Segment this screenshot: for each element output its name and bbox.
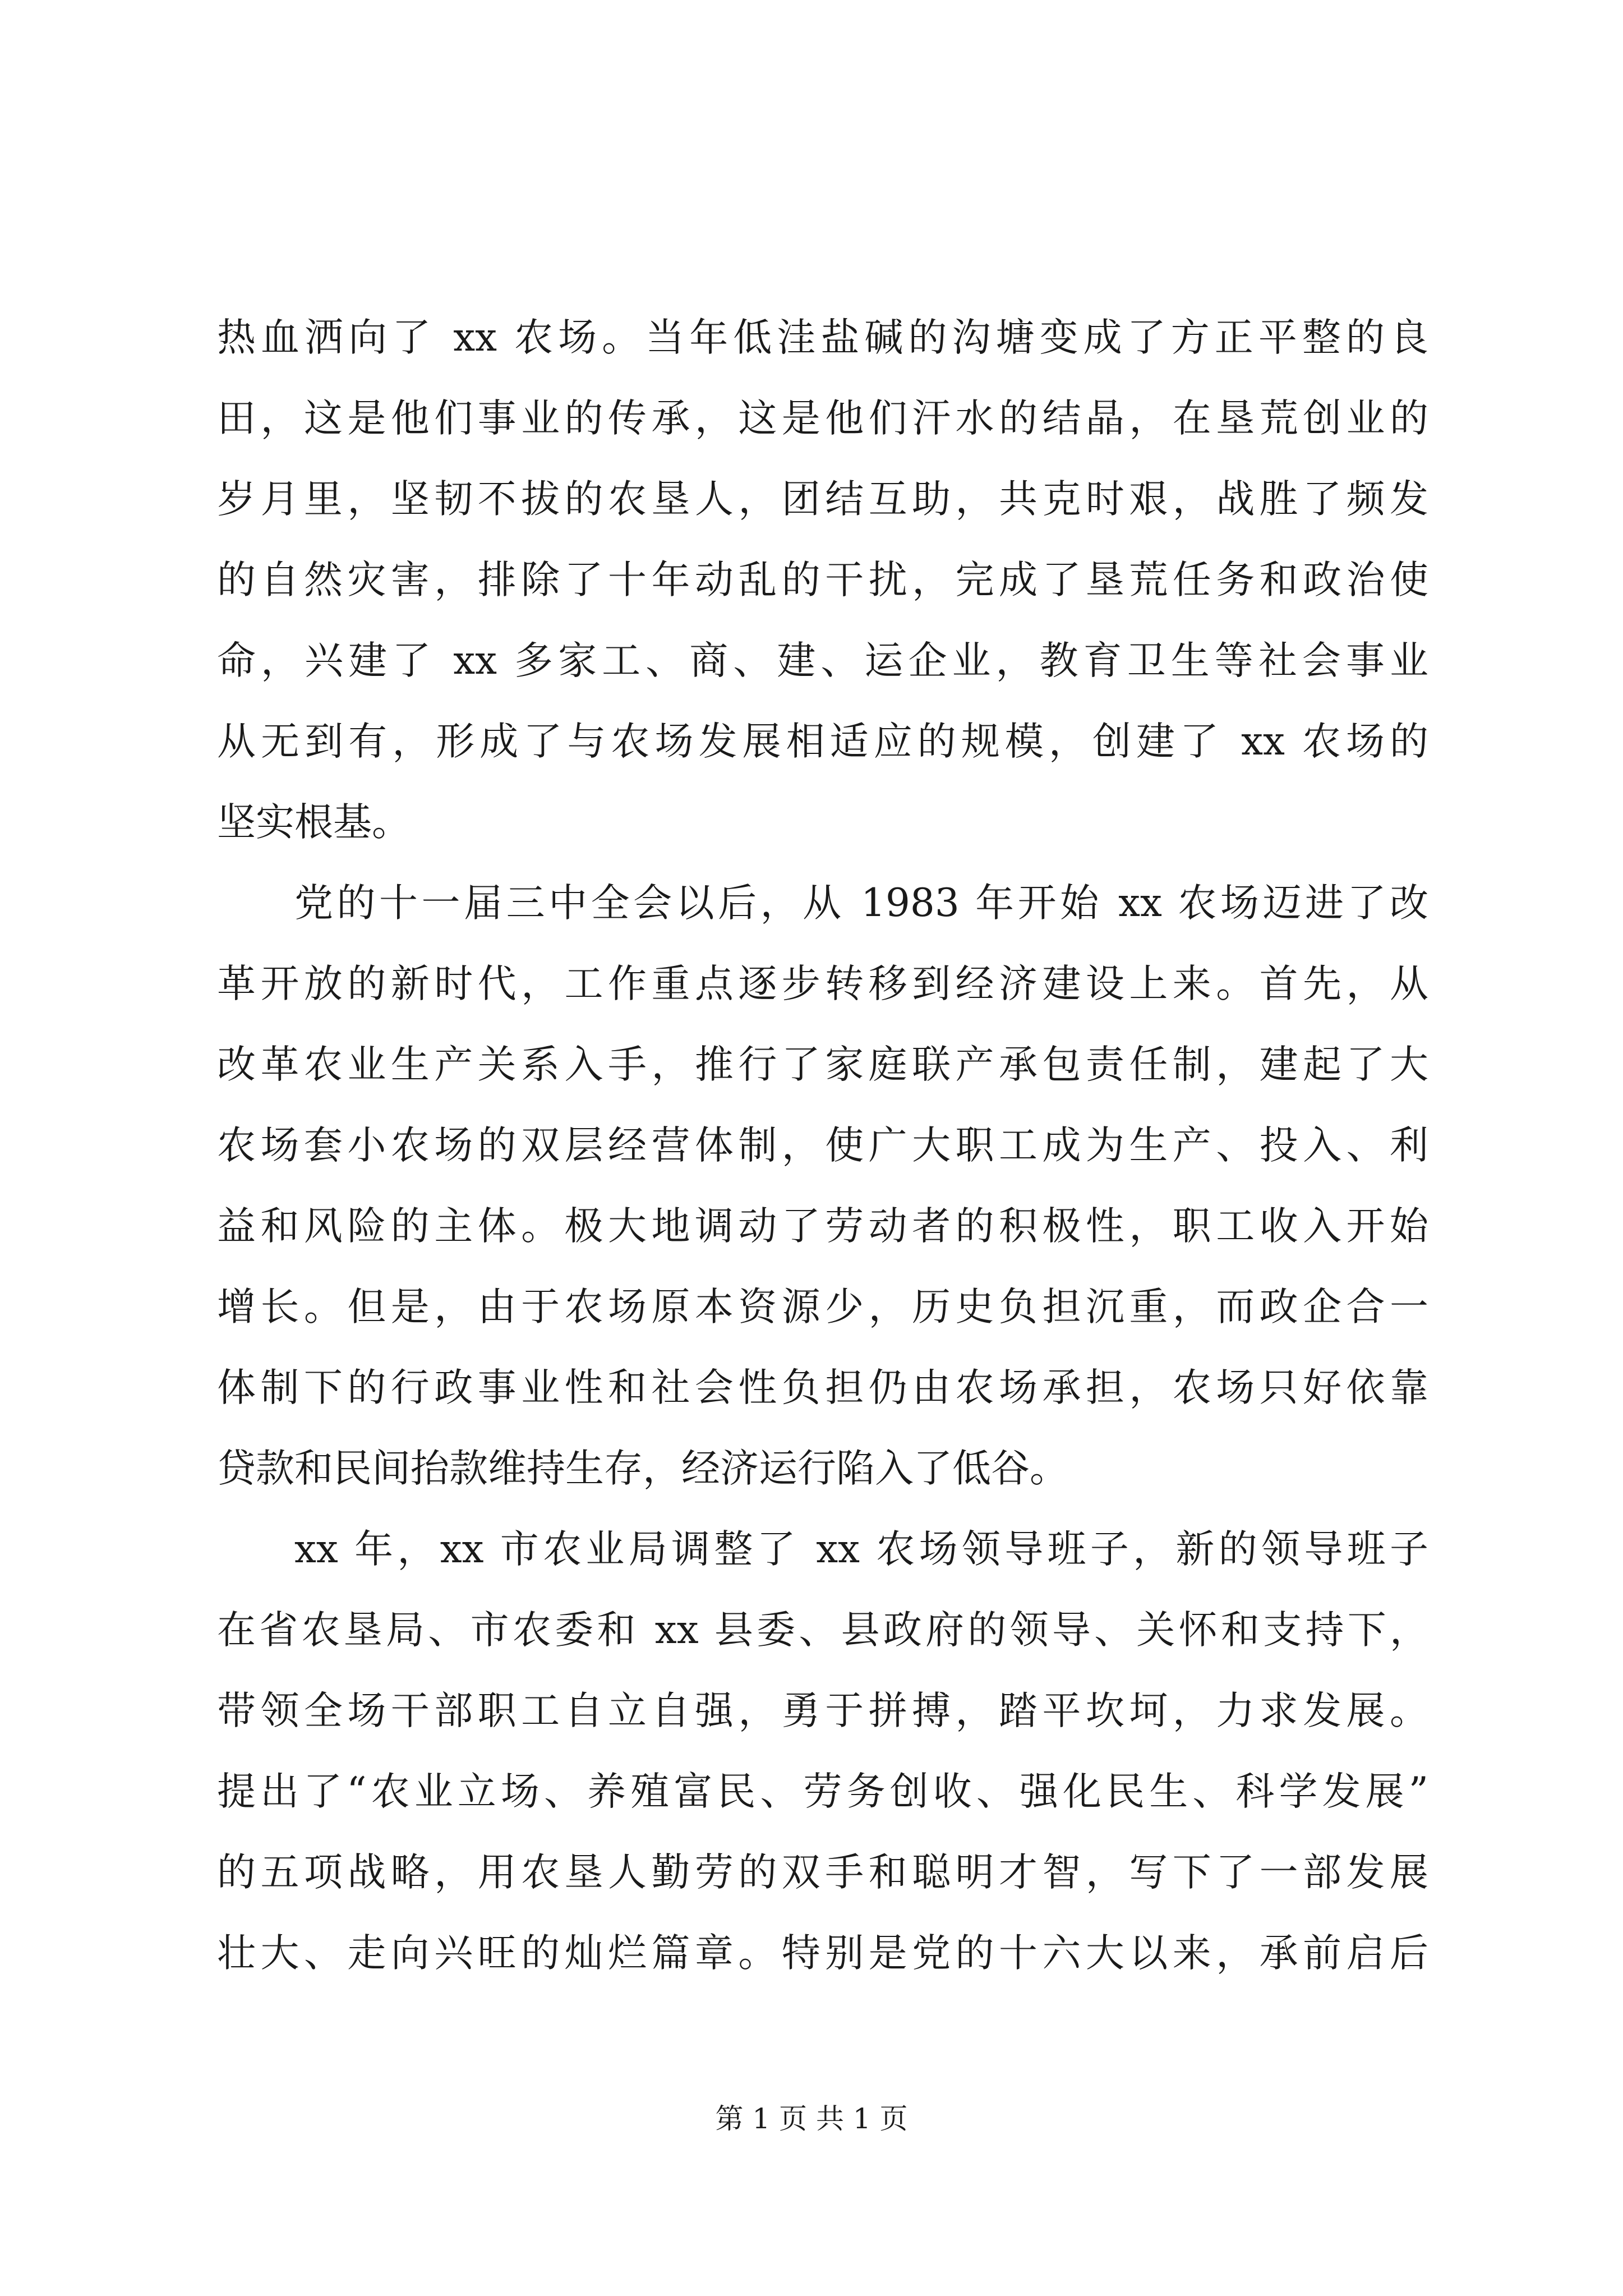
text-line: 从无到有，形成了与农场发展相适应的规模，创建了 xx 农场的 — [217, 719, 1428, 764]
text-line: 体制下的行政事业性和社会性负担仍由农场承担，农场只好依靠 — [217, 1365, 1428, 1410]
paragraph — [217, 1509, 1428, 1994]
document-body — [217, 297, 1428, 1994]
text-line: 党的十一届三中全会以后，从 1983 年开始 xx 农场迈进了改 — [294, 881, 1428, 926]
page-number-label: 第 1 页 共 1 页 — [715, 2102, 908, 2135]
text-line: 的五项战略，用农垦人勤劳的双手和聪明才智，写下了一部发展 — [217, 1850, 1428, 1895]
text-line: 改革农业生产关系入手，推行了家庭联产承包责任制，建起了大 — [217, 1042, 1428, 1087]
text-line: 坚实根基。 — [217, 800, 411, 845]
text-line: 壮大、走向兴旺的灿烂篇章。特别是党的十六大以来，承前启后 — [217, 1931, 1428, 1976]
text-line: 增长。但是，由于农场原本资源少，历史负担沉重，而政企合一 — [217, 1285, 1428, 1329]
text-line: 田，这是他们事业的传承，这是他们汗水的结晶，在垦荒创业的 — [217, 396, 1428, 441]
paragraph — [217, 297, 1428, 863]
text-line: 热血洒向了 xx 农场。当年低洼盐碱的沟塘变成了方正平整的良 — [217, 315, 1428, 360]
text-line: 提出了“农业立场、养殖富民、劳务创收、强化民生、科学发展” — [217, 1769, 1428, 1814]
text-line: 岁月里，坚韧不拔的农垦人，团结互助，共克时艰，战胜了频发 — [217, 477, 1428, 522]
text-line: 贷款和民间抬款维持生存，经济运行陷入了低谷。 — [217, 1446, 1068, 1491]
text-line: 在省农垦局、市农委和 xx 县委、县政府的领导、关怀和支持下， — [217, 1608, 1428, 1653]
text-line: 革开放的新时代，工作重点逐步转移到经济建设上来。首先，从 — [217, 961, 1428, 1006]
text-line: 农场套小农场的双层经营体制，使广大职工成为生产、投入、利 — [217, 1123, 1428, 1168]
text-line: 命，兴建了 xx 多家工、商、建、运企业，教育卫生等社会事业 — [217, 638, 1428, 683]
text-line: 带领全场干部职工自立自强，勇于拼搏，踏平坎坷，力求发展。 — [217, 1688, 1428, 1733]
page-footer — [0, 2099, 1623, 2138]
text-line: 的自然灾害，排除了十年动乱的干扰，完成了垦荒任务和政治使 — [217, 558, 1428, 602]
paragraph — [217, 863, 1428, 1509]
text-line: 益和风险的主体。极大地调动了劳动者的积极性，职工收入开始 — [217, 1204, 1428, 1249]
text-line: xx 年，xx 市农业局调整了 xx 农场领导班子，新的领导班子 — [294, 1527, 1428, 1572]
